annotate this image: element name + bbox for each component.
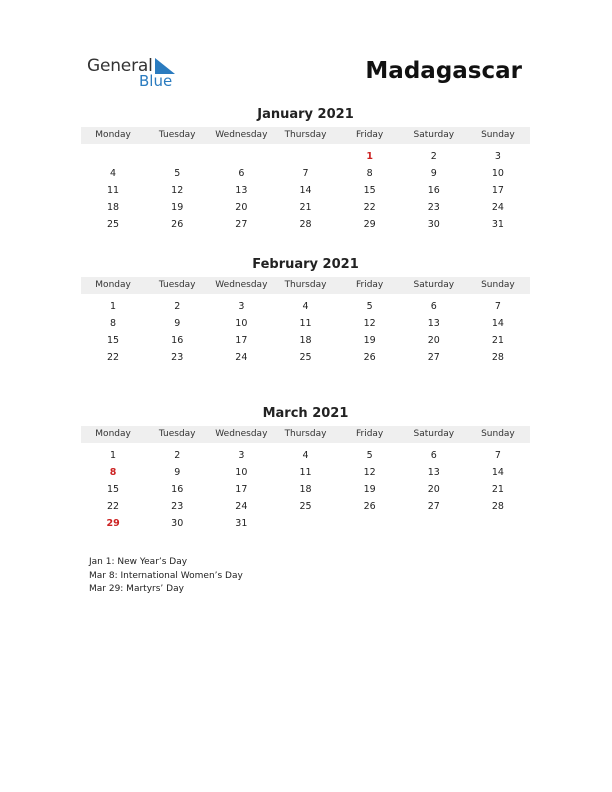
day-cell: 11 bbox=[107, 185, 120, 196]
day-cell: 6 bbox=[238, 168, 245, 179]
day-cell: 15 bbox=[107, 335, 120, 346]
day-cell: 3 bbox=[494, 151, 501, 162]
weekday-label: Monday bbox=[95, 280, 131, 290]
day-cell: 25 bbox=[107, 219, 120, 230]
weekday-label: Tuesday bbox=[158, 130, 196, 140]
empty-day-cell bbox=[402, 515, 466, 532]
empty-day-cell bbox=[209, 148, 273, 165]
day-cell: 22 bbox=[107, 352, 120, 363]
day-cell: 13 bbox=[427, 467, 440, 478]
weekday-label: Friday bbox=[355, 130, 384, 140]
brand-name-blue: Blue bbox=[139, 72, 173, 90]
day-grid bbox=[81, 447, 530, 532]
weekday-header bbox=[81, 127, 530, 144]
day-cell: 12 bbox=[363, 467, 376, 478]
holiday-day-cell: 1 bbox=[366, 151, 373, 162]
day-cell: 14 bbox=[491, 318, 504, 329]
day-cell: 2 bbox=[174, 450, 181, 461]
day-cell: 22 bbox=[363, 202, 376, 213]
holiday-day-cell: 29 bbox=[106, 518, 120, 529]
weekday-label: Sunday bbox=[481, 130, 515, 140]
weekday-label: Wednesday bbox=[215, 280, 268, 290]
weekday-label: Friday bbox=[355, 429, 384, 439]
day-cell: 18 bbox=[299, 484, 312, 495]
month-title: March 2021 bbox=[262, 406, 349, 421]
day-cell: 13 bbox=[427, 318, 440, 329]
day-cell: 20 bbox=[235, 202, 248, 213]
weekday-label: Tuesday bbox=[158, 280, 196, 290]
day-cell: 24 bbox=[235, 352, 248, 363]
day-cell: 28 bbox=[491, 501, 504, 512]
day-cell: 14 bbox=[299, 185, 312, 196]
day-cell: 4 bbox=[302, 450, 309, 461]
weekday-label: Thursday bbox=[284, 429, 327, 439]
weekday-label: Thursday bbox=[284, 130, 327, 140]
brand-name-general: General bbox=[87, 56, 153, 76]
day-cell: 17 bbox=[235, 335, 248, 346]
day-cell: 2 bbox=[174, 301, 181, 312]
day-cell: 31 bbox=[235, 518, 248, 529]
month-calendar bbox=[81, 406, 530, 532]
day-cell: 12 bbox=[171, 185, 184, 196]
empty-day-cell bbox=[466, 515, 530, 532]
day-cell: 21 bbox=[491, 484, 504, 495]
day-cell: 9 bbox=[174, 318, 181, 329]
day-cell: 27 bbox=[427, 352, 440, 363]
day-cell: 4 bbox=[302, 301, 309, 312]
day-cell: 16 bbox=[427, 185, 440, 196]
holiday-note: Mar 29: Martyrs’ Day bbox=[89, 584, 184, 594]
empty-day-cell bbox=[273, 515, 337, 532]
holiday-note: Mar 8: International Women’s Day bbox=[89, 570, 243, 581]
day-cell: 23 bbox=[171, 352, 184, 363]
country-title: Madagascar bbox=[365, 58, 522, 84]
weekday-label: Wednesday bbox=[215, 429, 268, 439]
day-cell: 8 bbox=[110, 318, 117, 329]
day-cell: 28 bbox=[299, 219, 312, 230]
day-cell: 13 bbox=[235, 185, 248, 196]
day-cell: 11 bbox=[299, 318, 312, 329]
day-cell: 1 bbox=[110, 301, 117, 312]
day-cell: 23 bbox=[171, 501, 184, 512]
day-cell: 27 bbox=[427, 501, 440, 512]
day-cell: 21 bbox=[299, 202, 312, 213]
day-cell: 24 bbox=[235, 501, 248, 512]
day-cell: 30 bbox=[427, 219, 440, 230]
day-cell: 5 bbox=[174, 168, 181, 179]
day-cell: 5 bbox=[366, 450, 373, 461]
day-cell: 2 bbox=[430, 151, 437, 162]
day-cell: 6 bbox=[430, 301, 437, 312]
weekday-label: Tuesday bbox=[158, 429, 196, 439]
weekday-label: Saturday bbox=[413, 280, 455, 290]
day-cell: 19 bbox=[363, 335, 376, 346]
day-cell: 27 bbox=[235, 219, 248, 230]
day-cell: 29 bbox=[363, 219, 376, 230]
weekday-header bbox=[81, 277, 530, 294]
weekday-label: Saturday bbox=[413, 429, 455, 439]
day-cell: 16 bbox=[171, 335, 184, 346]
day-cell: 18 bbox=[107, 202, 120, 213]
day-cell: 26 bbox=[363, 501, 376, 512]
day-cell: 11 bbox=[299, 467, 312, 478]
day-cell: 8 bbox=[366, 168, 373, 179]
empty-day-cell bbox=[81, 148, 145, 165]
weekday-label: Thursday bbox=[284, 280, 327, 290]
month-title: February 2021 bbox=[252, 257, 359, 272]
day-cell: 10 bbox=[235, 318, 248, 329]
day-cell: 12 bbox=[363, 318, 376, 329]
day-cell: 3 bbox=[238, 450, 245, 461]
day-cell: 10 bbox=[491, 168, 504, 179]
weekday-header bbox=[81, 426, 530, 443]
day-cell: 30 bbox=[171, 518, 184, 529]
day-cell: 6 bbox=[430, 450, 437, 461]
day-cell: 19 bbox=[171, 202, 184, 213]
day-cell: 20 bbox=[427, 335, 440, 346]
brand-logo bbox=[87, 56, 187, 92]
month-calendar bbox=[81, 257, 530, 366]
day-cell: 15 bbox=[107, 484, 120, 495]
day-cell: 7 bbox=[494, 301, 501, 312]
day-cell: 10 bbox=[235, 467, 248, 478]
weekday-label: Friday bbox=[355, 280, 384, 290]
day-cell: 26 bbox=[171, 219, 184, 230]
day-cell: 9 bbox=[430, 168, 437, 179]
day-cell: 20 bbox=[427, 484, 440, 495]
empty-day-cell bbox=[145, 148, 209, 165]
weekday-label: Monday bbox=[95, 130, 131, 140]
day-grid bbox=[81, 298, 530, 366]
day-cell: 18 bbox=[299, 335, 312, 346]
day-cell: 15 bbox=[363, 185, 376, 196]
holiday-day-cell: 8 bbox=[109, 467, 117, 478]
day-cell: 26 bbox=[363, 352, 376, 363]
day-cell: 25 bbox=[299, 501, 312, 512]
day-cell: 7 bbox=[494, 450, 501, 461]
holiday-note: Jan 1: New Year’s Day bbox=[89, 557, 188, 567]
day-cell: 16 bbox=[171, 484, 184, 495]
day-cell: 9 bbox=[174, 467, 181, 478]
weekday-label: Wednesday bbox=[215, 130, 268, 140]
day-cell: 28 bbox=[491, 352, 504, 363]
day-cell: 22 bbox=[107, 501, 120, 512]
day-cell: 4 bbox=[110, 168, 117, 179]
month-title: January 2021 bbox=[257, 107, 354, 122]
holiday-notes bbox=[89, 556, 243, 597]
day-cell: 17 bbox=[491, 185, 504, 196]
day-cell: 19 bbox=[363, 484, 376, 495]
weekday-label: Monday bbox=[95, 429, 131, 439]
day-cell: 31 bbox=[491, 219, 504, 230]
day-grid bbox=[81, 148, 530, 233]
weekday-label: Sunday bbox=[481, 429, 515, 439]
day-cell: 14 bbox=[491, 467, 504, 478]
day-cell: 21 bbox=[491, 335, 504, 346]
empty-day-cell bbox=[338, 515, 402, 532]
month-calendar bbox=[81, 107, 530, 233]
day-cell: 24 bbox=[491, 202, 504, 213]
day-cell: 7 bbox=[302, 168, 309, 179]
day-cell: 3 bbox=[238, 301, 245, 312]
day-cell: 17 bbox=[235, 484, 248, 495]
day-cell: 23 bbox=[427, 202, 440, 213]
day-cell: 25 bbox=[299, 352, 312, 363]
weekday-label: Sunday bbox=[481, 280, 515, 290]
empty-day-cell bbox=[273, 148, 337, 165]
day-cell: 1 bbox=[110, 450, 117, 461]
day-cell: 5 bbox=[366, 301, 373, 312]
weekday-label: Saturday bbox=[413, 130, 455, 140]
